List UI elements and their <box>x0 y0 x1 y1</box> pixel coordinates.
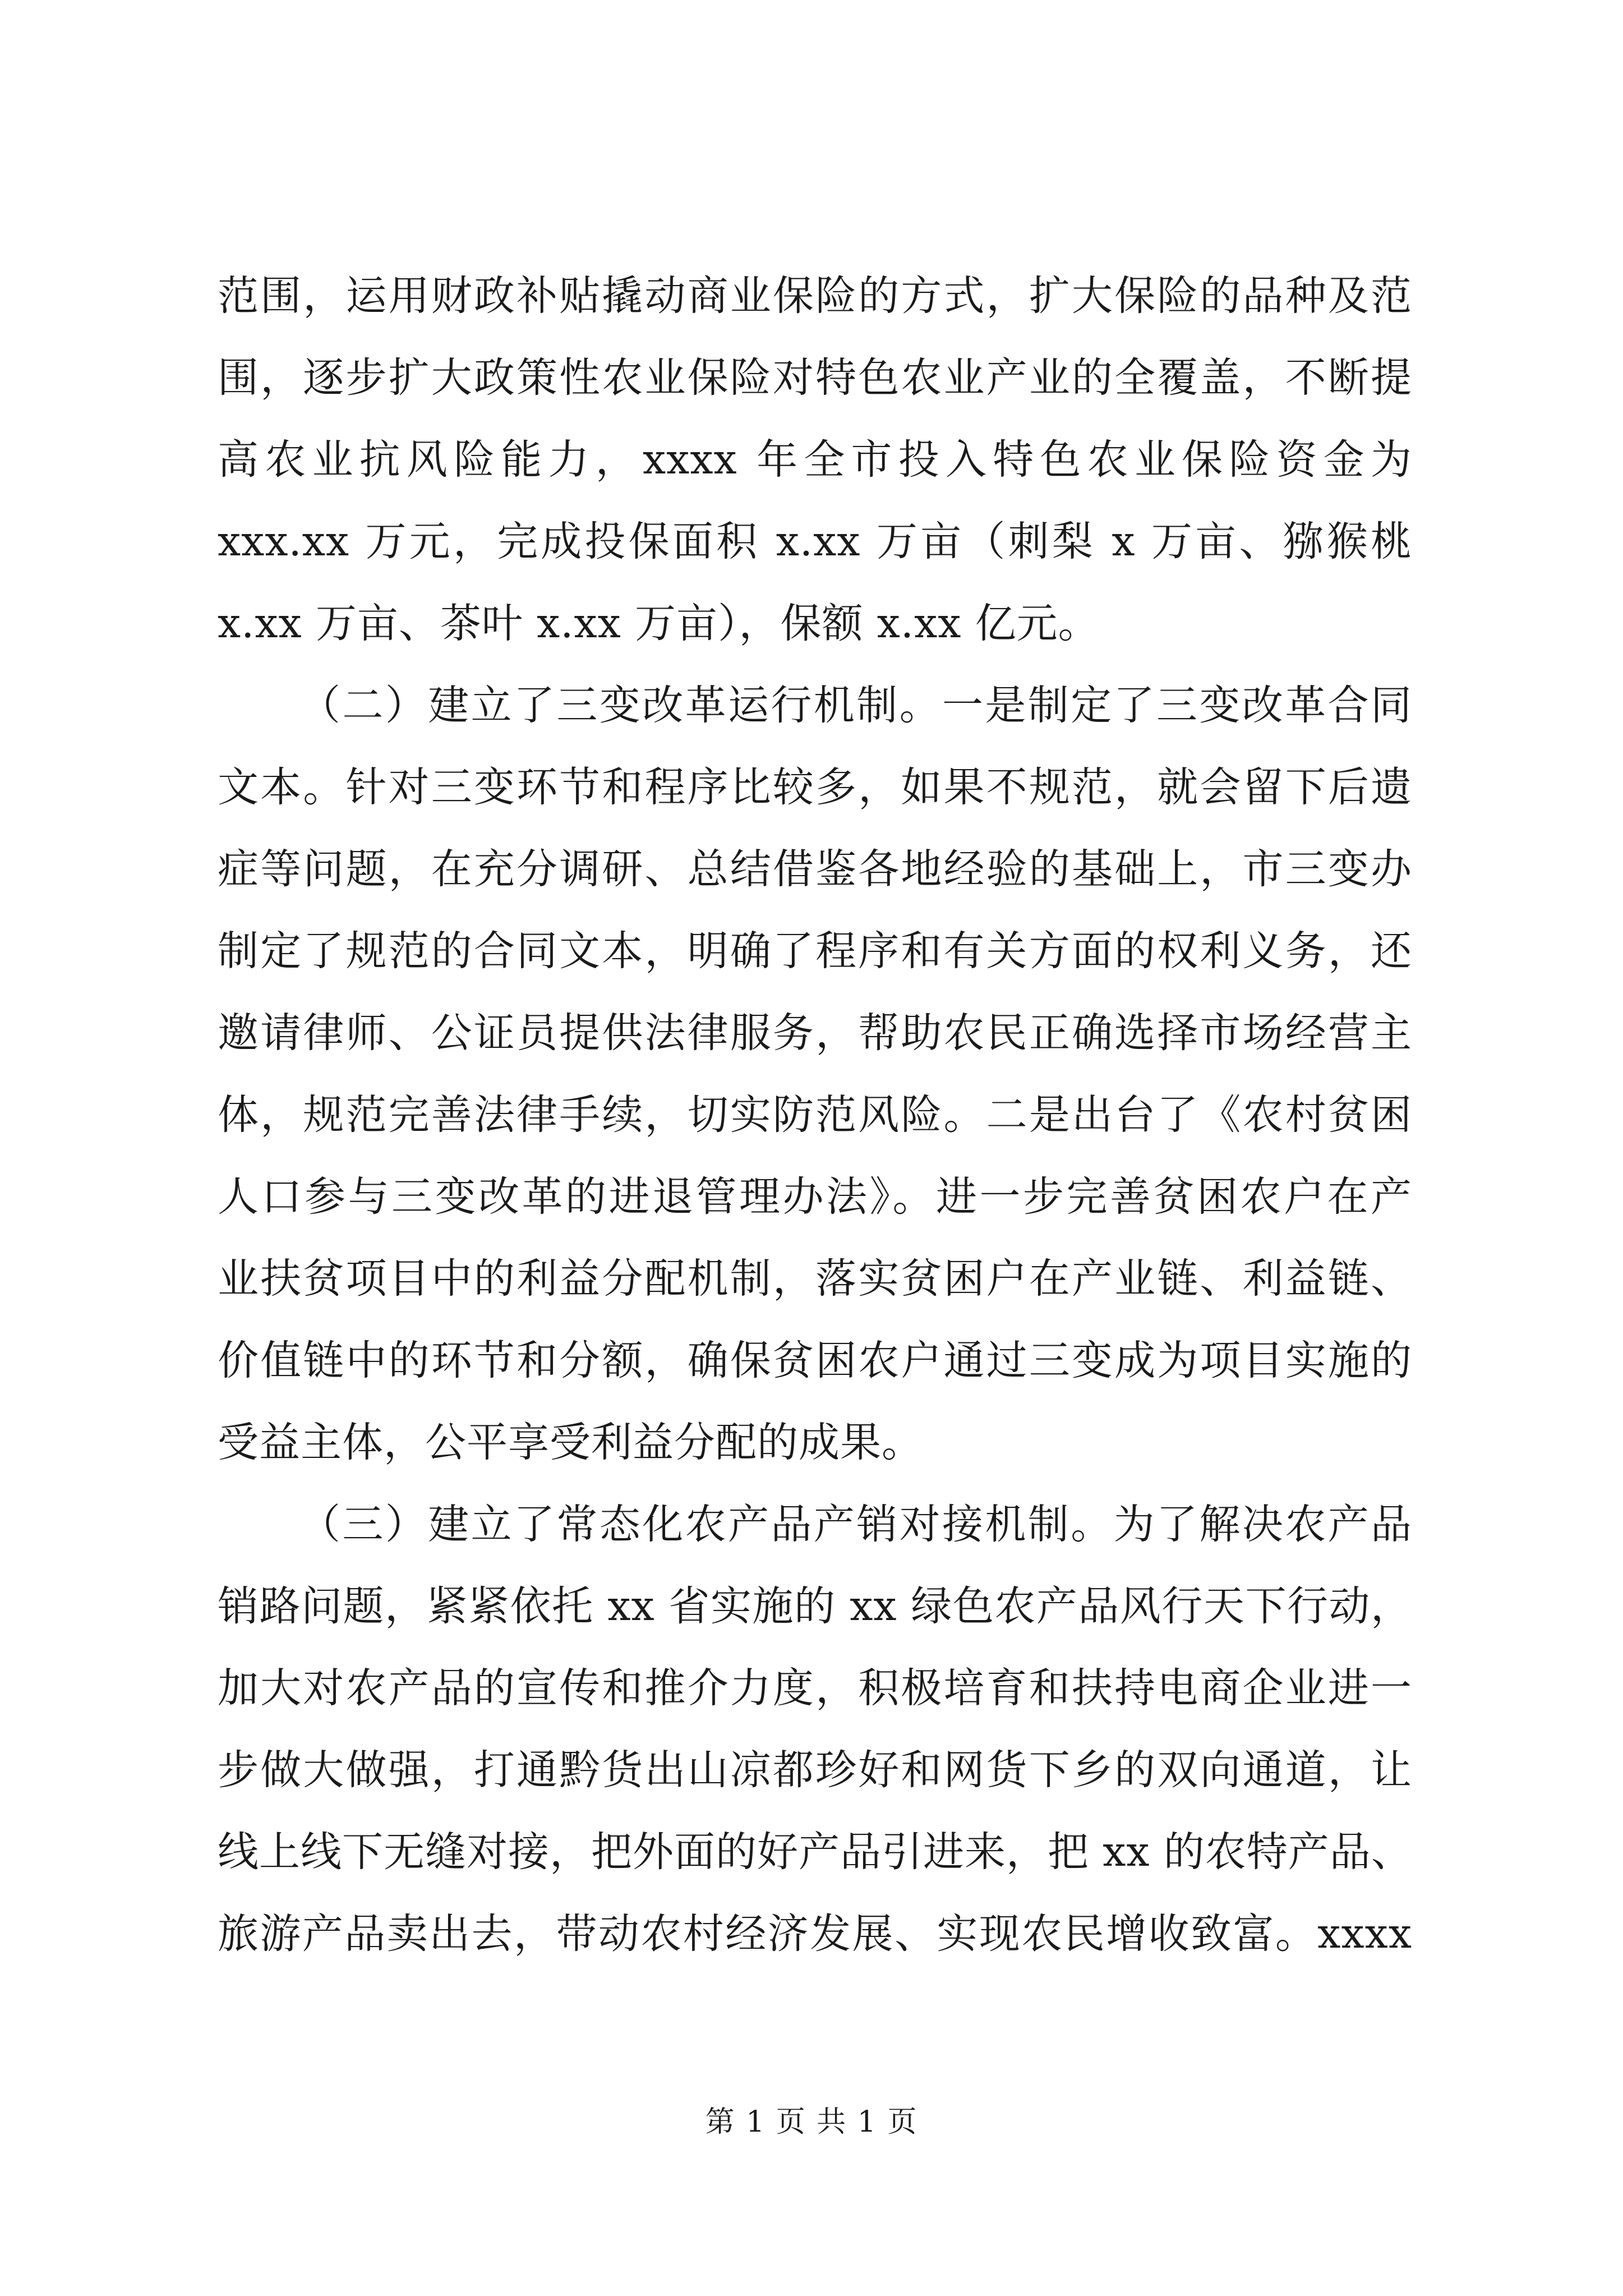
text-line: 制定了规范的合同文本，明确了程序和有关方面的权利义务，还 <box>218 927 1412 975</box>
text-line: 加大对农产品的宣传和推介力度，积极培育和扶持电商企业进一 <box>218 1664 1412 1712</box>
text-line: 围，逐步扩大政策性农业保险对特色农业产业的全覆盖，不断提 <box>218 354 1412 402</box>
text-line: 线上线下无缝对接，把外面的好产品引进来，把 xx 的农特产品、 <box>218 1828 1413 1876</box>
text-line: 步做大做强，打通黔货出山凉都珍好和网货下乡的双向通道，让 <box>218 1746 1412 1794</box>
text-line: 受益主体，公平享受利益分配的成果。 <box>218 1419 923 1466</box>
text-line: 邀请律师、公证员提供法律服务，帮助农民正确选择市场经营主 <box>218 1009 1412 1057</box>
text-line: （三）建立了常态化农产品产销对接机制。为了解决农产品 <box>299 1501 1412 1548</box>
text-line: 业扶贫项目中的利益分配机制，落实贫困户在产业链、利益链、 <box>218 1255 1412 1303</box>
page-number-footer: 第 1 页 共 1 页 <box>705 2105 918 2139</box>
text-line: 高农业抗风险能力，xxxx 年全市投入特色农业保险资金为 <box>218 436 1412 484</box>
text-line: xxx.xx 万元，完成投保面积 x.xx 万亩（刺梨 x 万亩、猕猴桃 <box>218 518 1412 565</box>
text-line: x.xx 万亩、茶叶 x.xx 万亩），保额 x.xx 亿元。 <box>218 600 1100 647</box>
text-line: 症等问题，在充分调研、总结借鉴各地经验的基础上，市三变办 <box>218 845 1412 893</box>
text-line: 价值链中的环节和分额，确保贫困农户通过三变成为项目实施的 <box>218 1337 1412 1384</box>
text-line: 销路问题，紧紧依托 xx 省实施的 xx 绿色农产品风行天下行动， <box>218 1582 1412 1630</box>
text-line: 体，规范完善法律手续，切实防范风险。二是出台了《农村贫困 <box>218 1091 1412 1139</box>
text-line: （二）建立了三变改革运行机制。一是制定了三变改革合同 <box>299 682 1412 729</box>
document-body <box>218 255 1412 1975</box>
text-line: 范围，运用财政补贴撬动商业保险的方式，扩大保险的品种及范 <box>218 272 1412 320</box>
text-line: 旅游产品卖出去，带动农村经济发展、实现农民增收致富。xxxx <box>218 1910 1412 1958</box>
paragraph-three-changes-reform <box>218 665 1412 1484</box>
text-line: 人口参与三变改革的进退管理办法》。进一步完善贫困农户在产 <box>218 1173 1412 1221</box>
paragraph-production-marketing <box>218 1484 1412 1975</box>
text-line: 文本。针对三变环节和程序比较多，如果不规范，就会留下后遗 <box>218 763 1412 811</box>
paragraph-insurance <box>218 255 1412 665</box>
